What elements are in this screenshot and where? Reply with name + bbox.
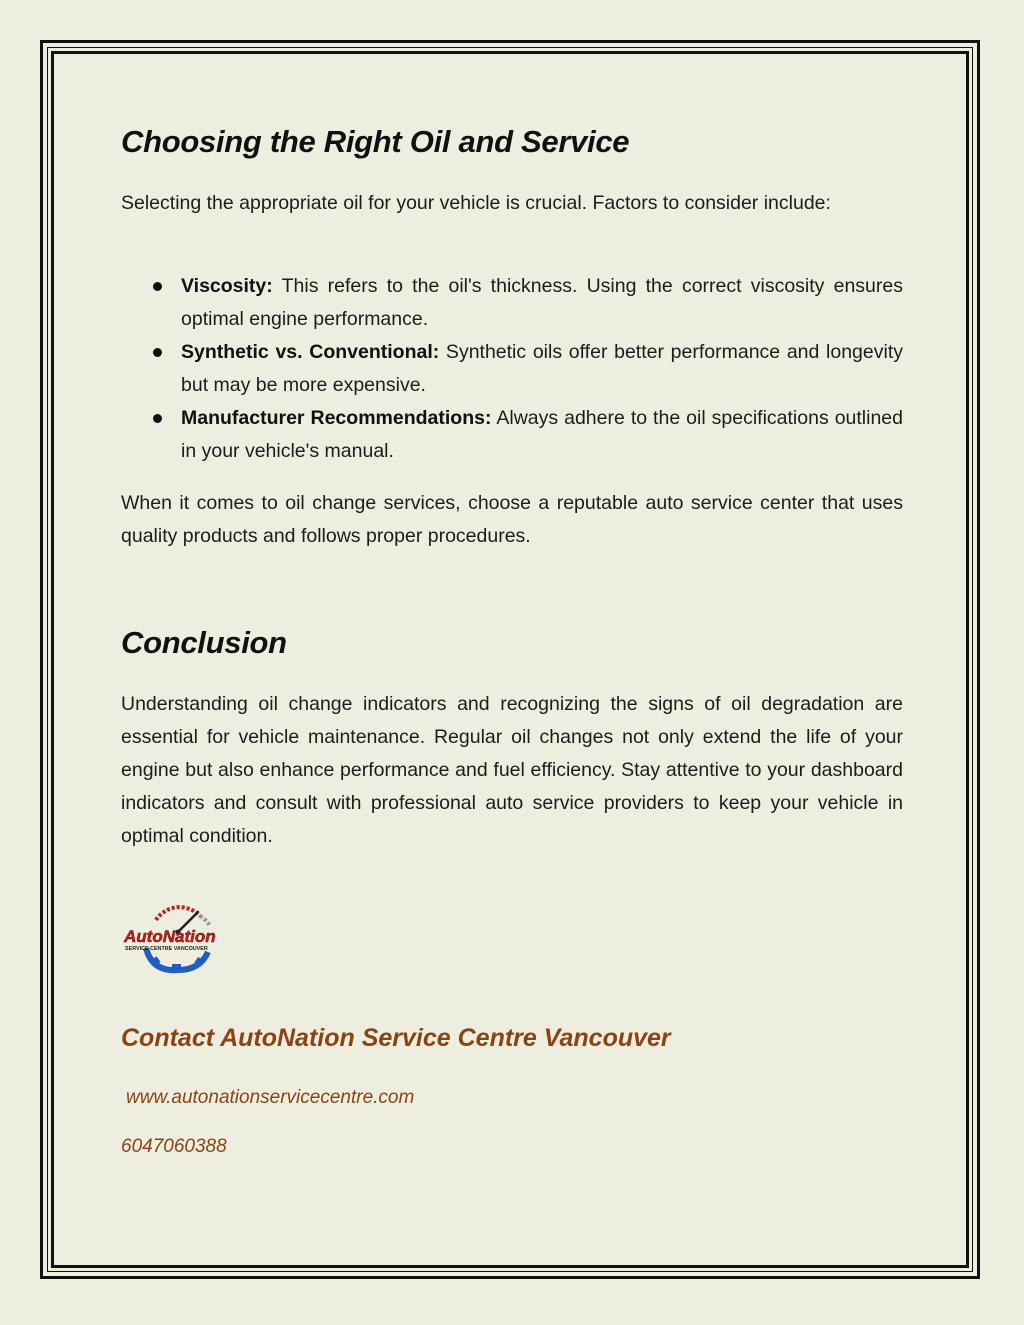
contact-phone: 6047060388 <box>121 1136 227 1157</box>
bullet-label: Viscosity: <box>181 275 273 297</box>
bullet-text: This refers to the oil's thickness. Using the correct viscosity ensures optimal engine performance. <box>181 275 903 330</box>
bullet-text: Synthetic oils offer better performance and longevity but may be more expensive. <box>181 341 903 396</box>
section-title-conclusion: Conclusion <box>121 625 287 660</box>
list-item-manufacturer <box>121 402 903 468</box>
bullet-text: Always adhere to the oil specifications outlined in your vehicle's manual. <box>181 407 903 462</box>
list-item-synthetic <box>121 336 903 402</box>
bullet-icon <box>153 282 162 291</box>
bullet-label: Manufacturer Recommendations: <box>181 407 492 429</box>
logo-tagline: SERVICE CENTRE VANCOUVER <box>125 946 208 952</box>
choosing-intro-paragraph: Selecting the appropriate oil for your vehicle is crucial. Factors to consider include: <box>121 192 831 214</box>
bullet-icon <box>153 348 162 357</box>
choosing-closing-paragraph: When it comes to oil change services, choose a reputable auto service center that uses quality products and follows proper procedures. <box>121 492 903 547</box>
conclusion-paragraph: Understanding oil change indicators and recognizing the signs of oil degradation are essential for vehicle maintenance. Regular oil changes not only extend the life of your engine but also enhance performance and fuel efficiency. Stay attentive to your dashboard indicators and consult with professional auto service providers to keep your vehicle in optimal condition. <box>121 693 903 847</box>
bullet-icon <box>153 414 162 423</box>
autonation-logo <box>122 902 234 974</box>
contact-website-link[interactable]: www.autonationservicecentre.com <box>126 1087 415 1108</box>
factors-list <box>121 270 903 468</box>
section-title-choosing: Choosing the Right Oil and Service <box>121 124 630 159</box>
logo-wordmark: AutoNation <box>124 927 216 946</box>
bullet-label: Synthetic vs. Conventional: <box>181 341 440 363</box>
contact-title: Contact AutoNation Service Centre Vancouver <box>121 1024 671 1052</box>
list-item-viscosity <box>121 270 903 336</box>
